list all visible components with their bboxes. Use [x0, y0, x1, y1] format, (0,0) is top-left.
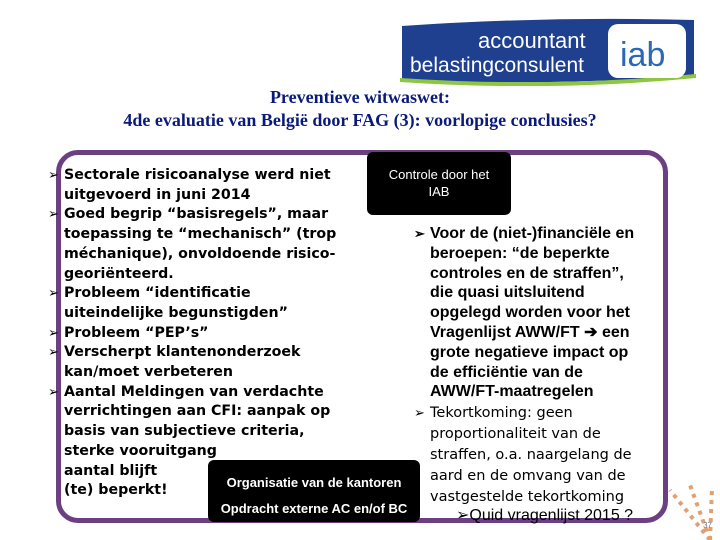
logo-line2: belastingconsulent	[410, 54, 584, 77]
page-number: 37	[703, 521, 712, 530]
title-line2: 4de evaluatie van België door FAG (3): voorlopige conclusies?	[123, 110, 597, 130]
right-bullet-1	[414, 224, 674, 402]
right-arrow-icon: ➔	[584, 323, 598, 341]
title-line1: Preventieve witwaswet:	[269, 87, 451, 107]
decorative-rays	[650, 480, 720, 540]
logo-mark: iab	[620, 36, 666, 74]
list-item: ➢ Tekortkoming: geen proportionaliteit van de straffen, o.a. naargelang de aard en de omvang van de vastgestelde tekortkoming	[414, 403, 684, 508]
list-item: ➢ Probleem “identificatie uiteindelijke begunstigden”	[48, 284, 338, 323]
organisation-box: Organisatie van de kantoren Opdracht externe AC en/of BC	[208, 460, 420, 522]
left-bullet-list	[48, 166, 338, 501]
quid-question: ➢Quid vragenlijst 2015 ?	[456, 507, 634, 524]
arrow-bullet-icon: ➢	[48, 207, 59, 223]
logo-line1: accountant	[478, 28, 586, 53]
arrow-bullet-icon: ➢	[48, 286, 59, 302]
arrow-bullet-icon: ➢	[414, 226, 425, 241]
arrow-bullet-icon: ➢	[48, 384, 59, 400]
list-item: ➢ Aantal Meldingen van verdachte verrichtingen aan CFI: aanpak op basis van subjectieve criteria, sterke vooruitgang aantal blijft (te) beperkt!	[48, 383, 338, 501]
list-item: ➢ Verscherpt klantenonderzoek kan/moet verbeteren	[48, 343, 338, 382]
arrow-bullet-icon: ➢	[456, 507, 470, 524]
logo-graphic	[398, 16, 698, 86]
controle-iab-box: Controle door het IAB	[367, 152, 511, 215]
iab-logo	[398, 16, 698, 86]
list-item: ➢ Voor de (niet-)financiële en beroepen: “de beperkte controles en de straffen”, die quasi uitsluitend opgelegd worden voor het Vragenlijst AWW/FT ➔ een grote negatieve impact op de efficiëntie van de AWW/FT-maatregelen	[414, 225, 635, 401]
list-item: ➢ Sectorale risicoanalyse werd niet uitgevoerd in juni 2014	[48, 166, 338, 205]
arrow-bullet-icon: ➢	[48, 168, 59, 183]
right-bullet-2	[414, 403, 684, 508]
arrow-bullet-icon: ➢	[414, 406, 425, 421]
arrow-bullet-icon: ➢	[48, 325, 59, 341]
slide-title	[0, 86, 720, 132]
list-item: ➢ Goed begrip “basisregels”, maar toepassing te “mechanisch” (trop méchanique), onvoldoende risico- georiënteerd.	[48, 205, 338, 284]
arrow-bullet-icon: ➢	[48, 345, 59, 361]
list-item: ➢ Probleem “PEP’s”	[48, 324, 338, 344]
